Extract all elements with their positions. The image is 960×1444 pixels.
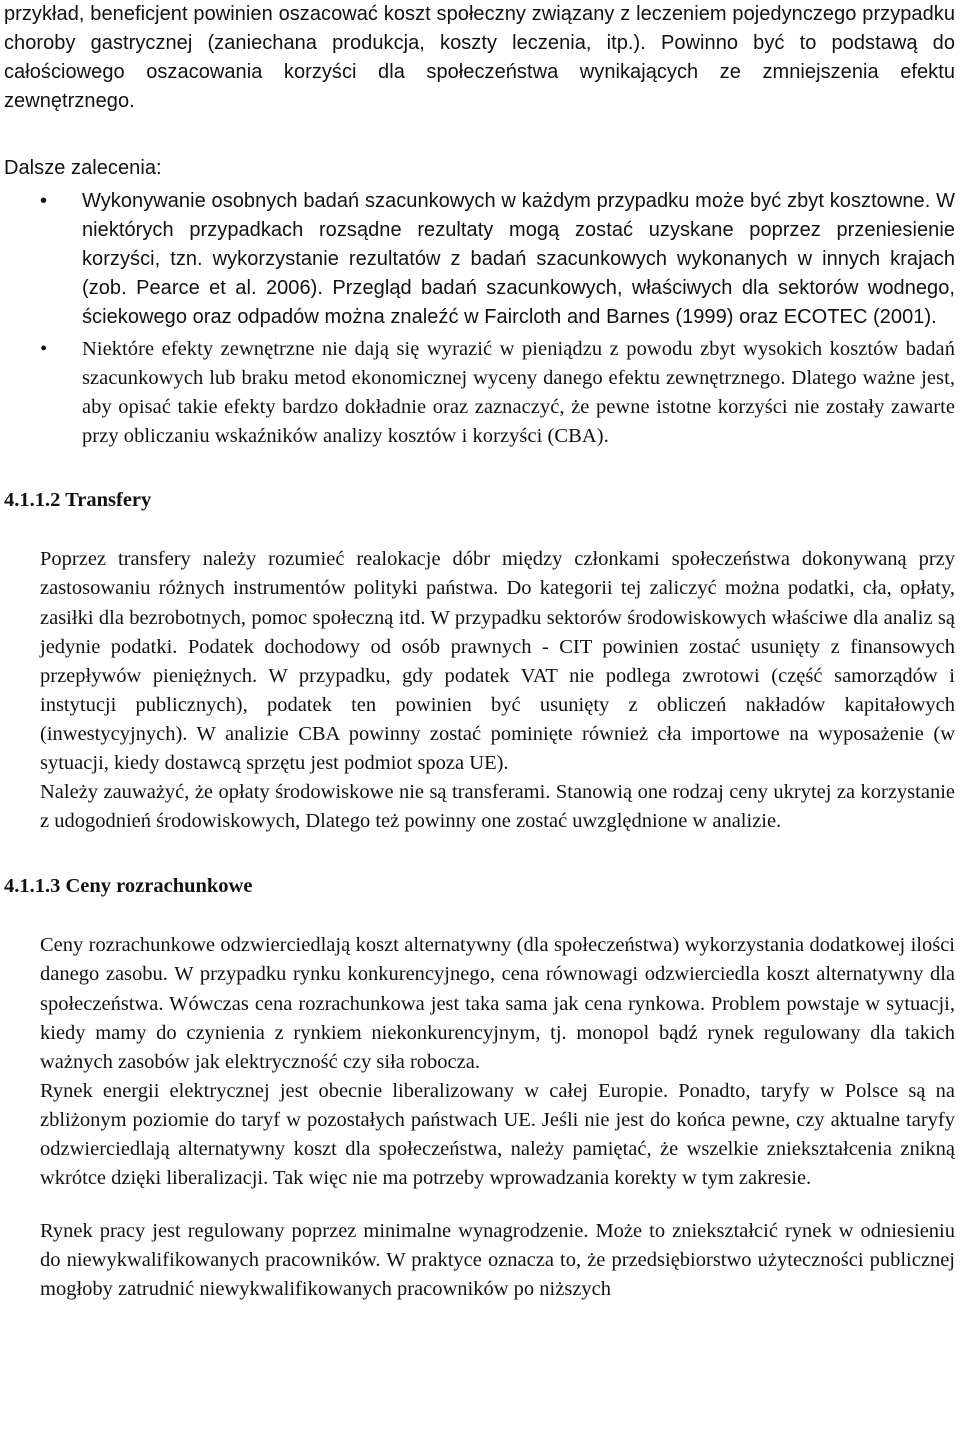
section-heading-transfery: 4.1.1.2 Transfery [4, 489, 152, 512]
intro-paragraph: przykład, beneficjent powinien oszacować koszt społeczny związany z leczeniem pojedynczego przypadku choroby gastrycznej (zaniechana produkcja, koszty leczenia, itp.). Powinno być to podstawą do całościowego oszacowania korzyści dla społeczeństwa wynikających ze zmniejszenia efektu zewnętrznego. [4, 3, 955, 112]
section-body-ceny-rozrachunkowe [4, 931, 955, 1304]
section-body-transfery [4, 545, 955, 836]
paragraph: Rynek energii elektrycznej jest obecnie liberalizowany w całej Europie. Ponadto, taryfy w Polsce są na zbliżonym poziomie do taryf w pozostałych państwach UE. Jeśli nie jest do końca pewne, czy aktualne taryfy odzwierciedlają alternatywny koszt dla społeczeństwa, należy pamiętać, że wszelkie zniekształcenia znikną wkrótce dzięki liberalizacji. Tak więc nie ma potrzeby wprowadzania korekty w tym zakresie. [40, 1079, 955, 1190]
list-item-text: Wykonywanie osobnych badań szacunkowych w każdym przypadku może być zbyt kosztowne. W niektórych przypadkach rozsądne rezultaty mogą zostać uzyskane poprzez przeniesienie korzyści, tzn. wykorzystanie rezultatów z badań szacunkowych wykonanych w innych krajach (zob. Pearce et al. 2006). Przegląd badań szacunkowych, właściwych dla sektorów wodnego, ściekowego oraz odpadów można znaleźć w Faircloth and Barnes (1999) oraz ECOTEC (2001). [82, 190, 955, 328]
further-recommendations-heading: Dalsze zalecenia: [4, 157, 162, 179]
paragraph: Rynek pracy jest regulowany poprzez minimalne wynagrodzenie. Może to zniekształcić rynek w odniesieniu do niewykwalifikowanych pracowników. W praktyce oznacza to, że przedsiębiorstwo użyteczności publicznej mogłoby zatrudnić niewykwalifikowanych pracowników po niższych [40, 1220, 955, 1301]
paragraph: Poprzez transfery należy rozumieć realokacje dóbr między członkami społeczeństwa dokonywaną przy zastosowaniu różnych instrumentów polityki państwa. Do kategorii tej zaliczyć można podatki, cła, opłaty, zasiłki dla bezrobotnych, pomoc społeczną itd. W przypadku sektorów środowiskowych właściwe dla analiz są jedynie podatki. Podatek dochodowy od osób prawnych - CIT powinien zostać usunięty z finansowych przepływów pieniężnych. W przypadku, gdy podatek VAT nie podlega zwrotowi (część samorządów i instytucji publicznych), podatek ten powinien być usunięty z obliczeń nakładów kapitałowych (inwestycyjnych). W analizie CBA powinny zostać pominięte również cła importowe na wyposażenie (w sytuacji, kiedy dostawcą sprzętu jest podmiot spoza UE). [40, 548, 955, 775]
further-recommendations-list [4, 187, 955, 451]
bullet-icon: • [40, 338, 48, 360]
paragraph: Należy zauważyć, że opłaty środowiskowe nie są transferami. Stanowią one rodzaj ceny ukrytej za korzystanie z udogodnień środowiskowych, Dlatego też powinny one zostać uwzględnione w analizie. [40, 781, 955, 833]
bullet-icon: • [40, 190, 48, 212]
section-heading-ceny-rozrachunkowe: 4.1.1.3 Ceny rozrachunkowe [4, 875, 253, 898]
list-item-text: Niektóre efekty zewnętrzne nie dają się wyrazić w pieniądzu z powodu zbyt wysokich kosztów badań szacunkowych lub braku metod ekonomicznej wyceny danego efektu zewnętrznego. Dlatego ważne jest, aby opisać takie efekty bardzo dokładnie oraz zaznaczyć, że pewne istotne korzyści nie zostały zawarte przy obliczaniu wskaźników analizy kosztów i korzyści (CBA). [82, 338, 955, 448]
list-item [40, 187, 955, 332]
list-item [40, 335, 955, 451]
paragraph: Ceny rozrachunkowe odzwierciedlają koszt alternatywny (dla społeczeństwa) wykorzystania dodatkowej ilości danego zasobu. W przypadku rynku konkurencyjnego, cena równowagi odzwierciedla koszt alternatywny dla społeczeństwa. Wówczas cena rozrachunkowa jest taka sama jak cena rynkowa. Problem powstaje w sytuacji, kiedy mamy do czynienia z rynkiem niekonkurencyjnym, tj. monopol bądź rynek regulowany dla takich ważnych zasobów jak elektryczność czy siła robocza. [40, 934, 955, 1073]
